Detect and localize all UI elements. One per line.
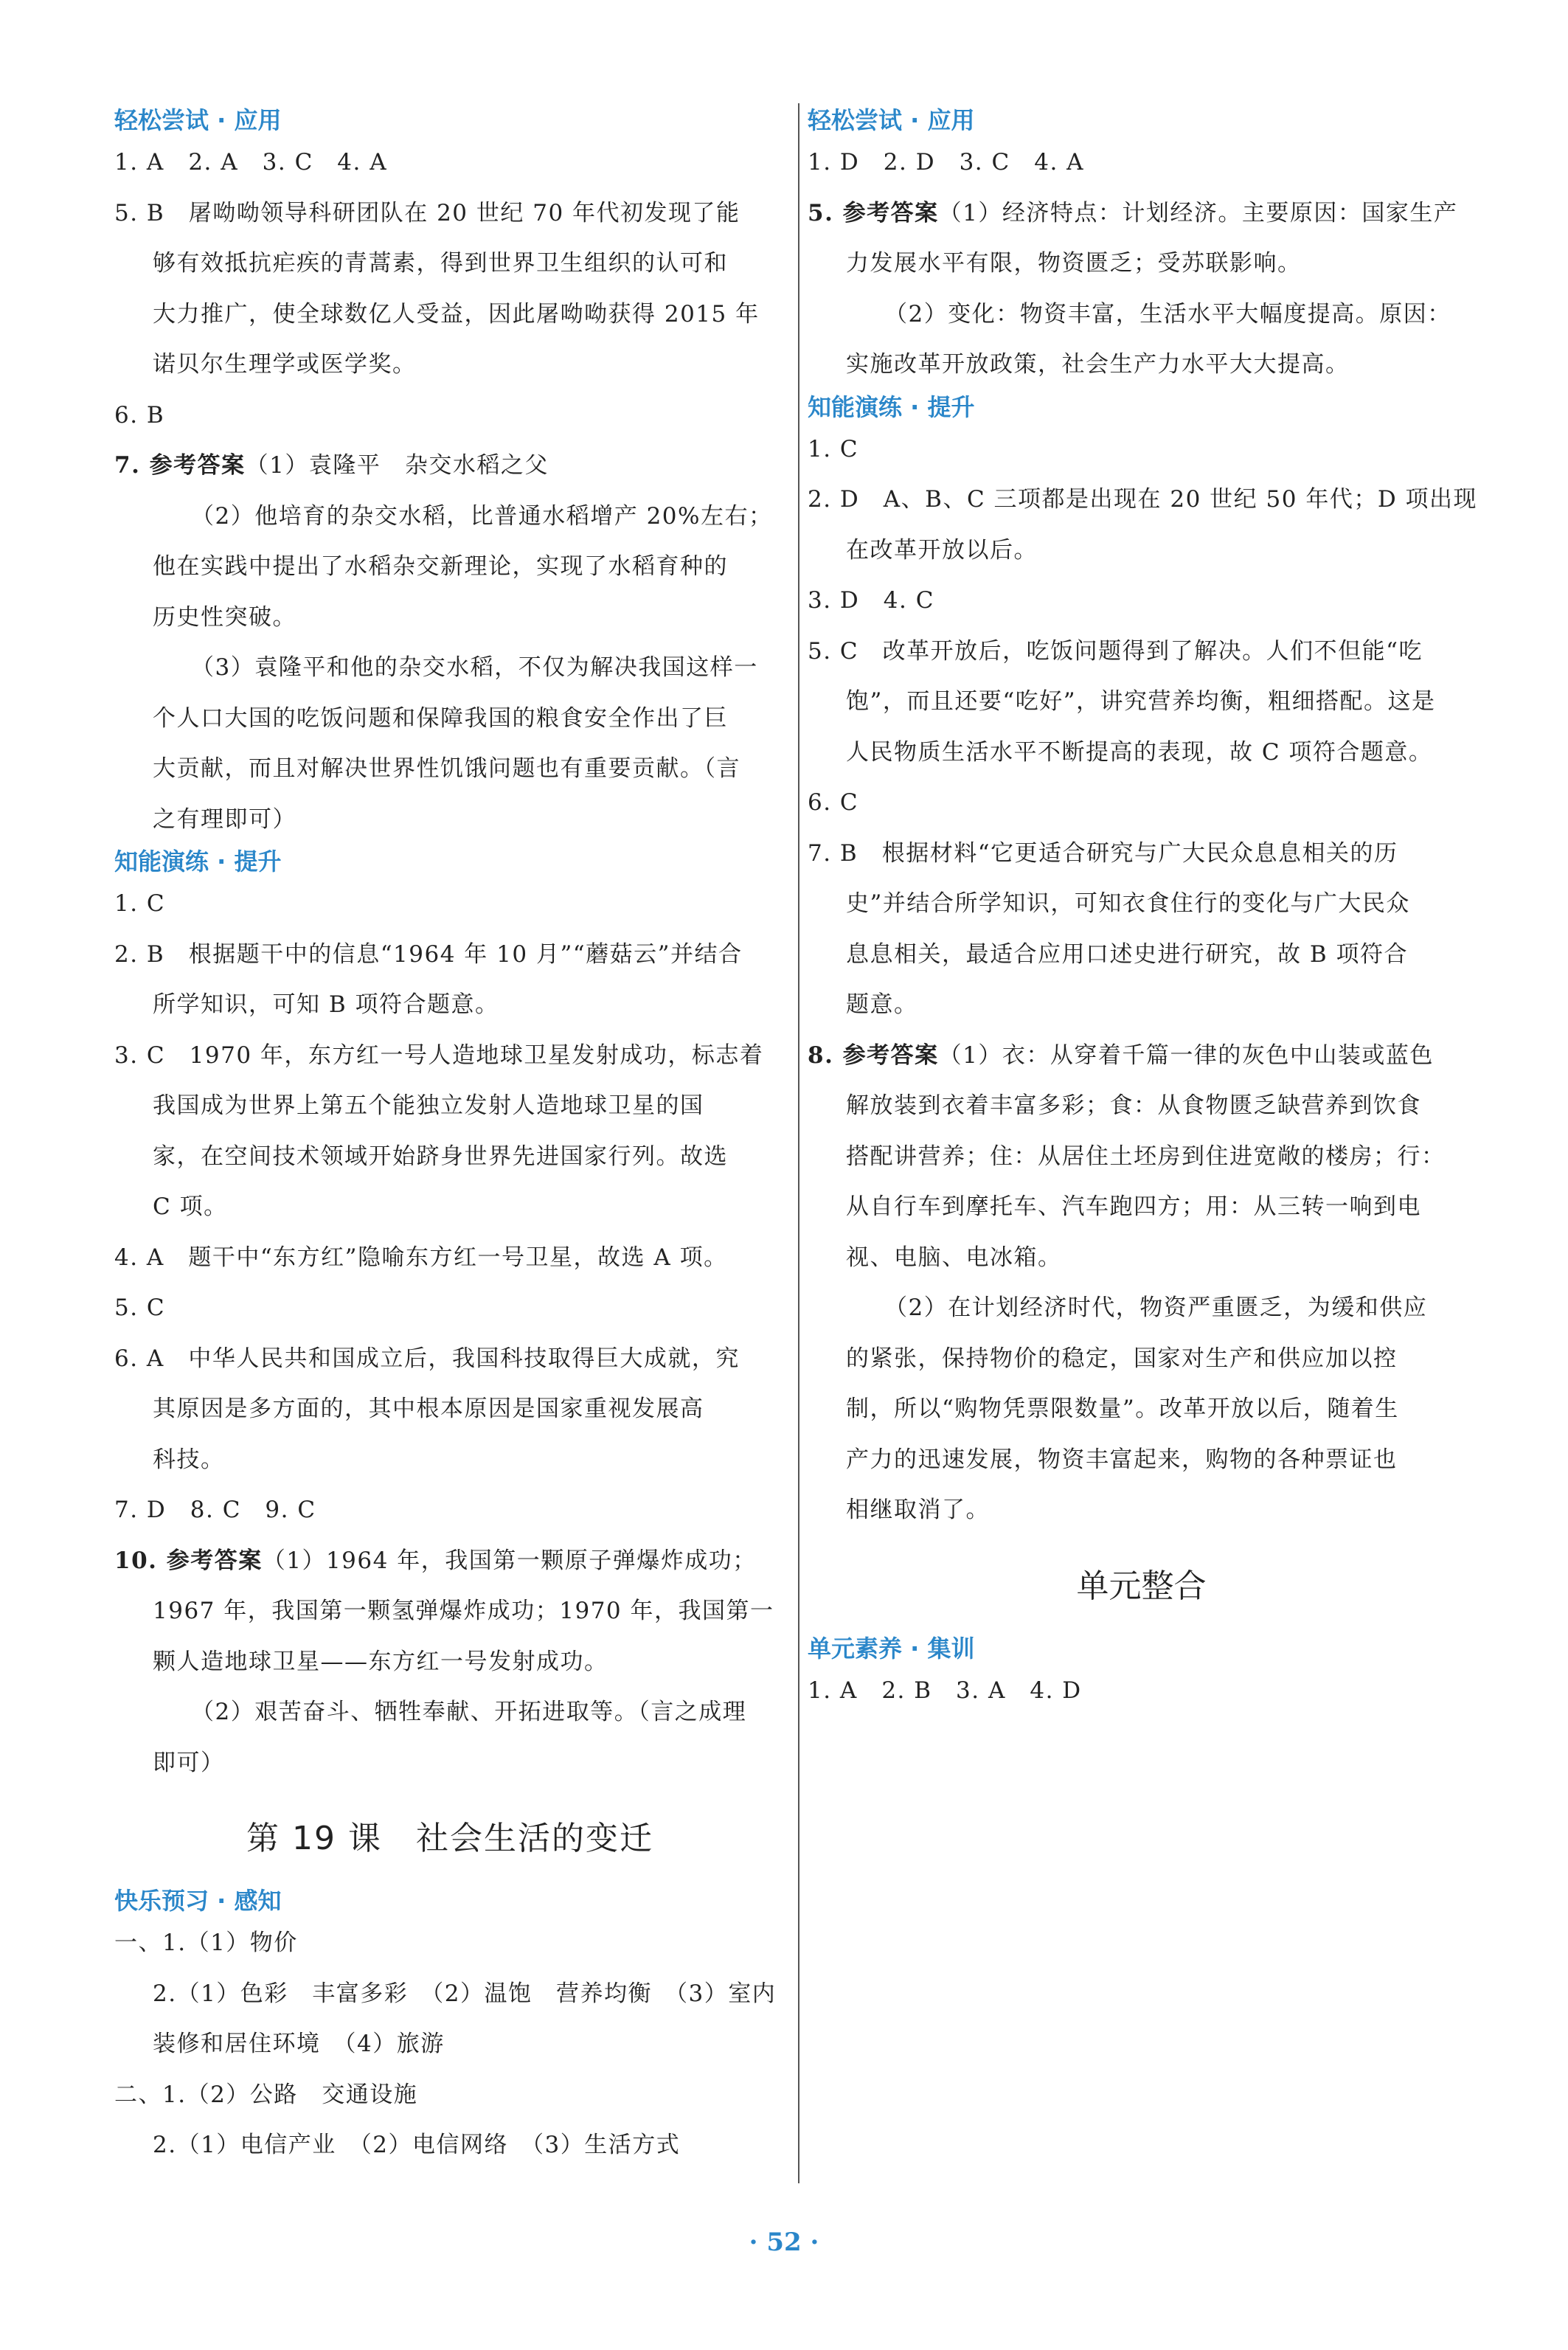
- answer-line: 之有理即可）: [153, 805, 296, 833]
- answer-line: 1. D 2. D 3. C 4. A: [808, 149, 1085, 176]
- answer-line: 2. B 根据题干中的信息“1964 年 10 月”“蘑菇云”并结合: [114, 940, 743, 968]
- answer-line: 5. C 改革开放后，吃饭问题得到了解决。人们不但能“吃: [808, 637, 1423, 665]
- answer-line: 从自行车到摩托车、汽车跑四方；用：从三转一响到电: [846, 1193, 1421, 1220]
- reference-answer-label: 8. 参考答案: [808, 1041, 939, 1069]
- answer-line: 1. C: [114, 890, 166, 917]
- answer-line: 制，所以“购物凭票限数量”。改革开放以后，随着生: [846, 1396, 1399, 1422]
- answer-line: 6. C: [808, 789, 859, 816]
- answer-line: （2）艰苦奋斗、牺牲奉献、开拓进取等。（言之成理: [191, 1699, 747, 1725]
- answer-line: 2. D A、B、C 三项都是出现在 20 世纪 50 年代；D 项出现: [808, 486, 1478, 513]
- section-heading: 知能演练 · 提升: [808, 392, 975, 421]
- answer-line: 力发展水平有限，物资匮乏；受苏联影响。: [846, 250, 1302, 277]
- answer-line: 二、1.（2）公路 交通设施: [114, 2081, 418, 2108]
- answer-text: （1）1964 年，我国第一颗原子弹爆炸成功；: [262, 1547, 757, 1574]
- answer-line: 搭配讲营养；住：从居住土坯房到住进宽敞的楼房；行：: [846, 1143, 1446, 1170]
- answer-line: （2）变化：物资丰富，生活水平大幅度提高。原因：: [884, 300, 1451, 327]
- answer-line: [808, 1030, 1475, 1081]
- answer-line: 5. C: [114, 1294, 166, 1321]
- answer-line: 人民物质生活水平不断提高的表现，故 C 项符合题意。: [846, 738, 1433, 766]
- left-column: [114, 103, 785, 2171]
- answer-line: 大力推广，使全球数亿人受益，因此屠呦呦获得 2015 年: [153, 300, 760, 327]
- unit-title: 单元整合: [1076, 1567, 1207, 1605]
- section-heading: 轻松尝试 · 应用: [808, 106, 975, 134]
- answer-line: （2）他培育的杂交水稻，比普通水稻增产 20%左右；: [191, 502, 773, 530]
- answer-line: 7. B 根据材料“它更适合研究与广大民众息息相关的历: [808, 839, 1398, 867]
- answer-line: 7. D 8. C 9. C: [114, 1497, 316, 1523]
- answer-line: 的紧张，保持物价的稳定，国家对生产和供应加以控: [846, 1345, 1398, 1372]
- answer-text: （1）经济特点：计划经济。主要原因：国家生产: [938, 199, 1458, 226]
- answer-line: （2）在计划经济时代，物资严重匮乏，为缓和供应: [884, 1294, 1428, 1321]
- answer-line: 息息相关，最适合应用口述史进行研究，故 B 项符合: [846, 940, 1408, 968]
- answer-line: 其原因是多方面的，其中根本原因是国家重视发展高: [153, 1396, 704, 1422]
- answer-line: [114, 440, 785, 491]
- section-heading: 知能演练 · 提升: [114, 848, 282, 876]
- answer-line: 3. D 4. C: [808, 587, 934, 614]
- section-heading: 快乐预习 · 感知: [114, 1887, 282, 1915]
- answer-line: 家，在空间技术领域开始跻身世界先进国家行列。故选: [153, 1143, 728, 1170]
- answer-line: （3）袁隆平和他的杂交水稻，不仅为解决我国这样一: [191, 654, 758, 681]
- answer-line: 2.（1）电信产业 （2）电信网络 （3）生活方式: [153, 2132, 681, 2158]
- section-heading: 单元素养 · 集训: [808, 1634, 975, 1663]
- reference-answer-label: 5. 参考答案: [808, 199, 939, 226]
- answer-line: 历史性突破。: [153, 603, 296, 631]
- answer-line: 4. A 题干中“东方红”隐喻东方红一号卫星，故选 A 项。: [114, 1244, 728, 1271]
- answer-line: 相继取消了。: [846, 1497, 990, 1523]
- answer-line: 5. B 屠呦呦领导科研团队在 20 世纪 70 年代初发现了能: [114, 199, 740, 226]
- answer-line: 视、电脑、电冰箱。: [846, 1244, 1062, 1271]
- answer-line: 大贡献，而且对解决世界性饥饿问题也有重要贡献。（言: [153, 755, 740, 782]
- answer-line: 诺贝尔生理学或医学奖。: [153, 351, 417, 378]
- answer-line: 科技。: [153, 1446, 225, 1473]
- answer-line: 史”并结合所学知识，可知衣食住行的变化与广大民众: [846, 890, 1410, 917]
- answer-line: 饱”，而且还要“吃好”，讲究营养均衡，粗细搭配。这是: [846, 688, 1436, 715]
- column-divider: [798, 103, 799, 2183]
- answer-line: 1. A 2. A 3. C 4. A: [114, 149, 388, 176]
- answer-line: 所学知识，可知 B 项符合题意。: [153, 991, 499, 1018]
- answer-line: C 项。: [153, 1193, 228, 1220]
- answer-line: 2.（1）色彩 丰富多彩 （2）温饱 营养均衡 （3）室内: [153, 1980, 777, 2007]
- answer-line: [808, 188, 1475, 239]
- section-heading: 轻松尝试 · 应用: [114, 106, 282, 134]
- lesson-title: 第 19 课 社会生活的变迁: [246, 1820, 653, 1857]
- answer-text: （1）袁隆平 杂交水稻之父: [245, 452, 549, 479]
- answer-line: 1. C: [808, 435, 859, 462]
- answer-line: 够有效抵抗疟疾的青蒿素，得到世界卫生组织的认可和: [153, 250, 728, 277]
- answer-line: 他在实践中提出了水稻杂交新理论，实现了水稻育种的: [153, 553, 728, 580]
- answer-line: 在改革开放以后。: [846, 536, 1038, 564]
- answer-line: 题意。: [846, 991, 918, 1018]
- answer-line: 我国成为世界上第五个能独立发射人造地球卫星的国: [153, 1092, 704, 1119]
- answer-line: 个人口大国的吃饭问题和保障我国的粮食安全作出了巨: [153, 704, 728, 732]
- answer-line: 实施改革开放政策，社会生产力水平大大提高。: [846, 351, 1350, 378]
- answer-line: 6. A 中华人民共和国成立后，我国科技取得巨大成就，究: [114, 1345, 740, 1372]
- answer-line: 颗人造地球卫星——东方红一号发射成功。: [153, 1648, 608, 1675]
- answer-line: [114, 1536, 785, 1587]
- answer-line: 1. A 2. B 3. A 4. D: [808, 1677, 1082, 1704]
- answer-line: 1967 年，我国第一颗氢弹爆炸成功；1970 年，我国第一: [153, 1598, 774, 1624]
- answer-line: 装修和居住环境 （4）旅游: [153, 2031, 445, 2057]
- answer-line: 即可）: [153, 1749, 225, 1776]
- reference-answer-label: 10. 参考答案: [114, 1547, 263, 1574]
- right-column: [808, 103, 1478, 1716]
- page-number: · 52 ·: [749, 2228, 819, 2257]
- reference-answer-label: 7. 参考答案: [114, 452, 246, 479]
- answer-line: 解放装到衣着丰富多彩；食：从食物匮乏缺营养到饮食: [846, 1092, 1421, 1119]
- answer-line: 6. B: [114, 401, 165, 429]
- answer-text: （1）衣：从穿着千篇一律的灰色中山装或蓝色: [938, 1041, 1434, 1069]
- answer-line: 3. C 1970 年，东方红一号人造地球卫星发射成功，标志着: [114, 1041, 764, 1069]
- answer-line: 一、1.（1）物价: [114, 1930, 298, 1956]
- answer-line: 产力的迅速发展，物资丰富起来，购物的各种票证也: [846, 1446, 1398, 1473]
